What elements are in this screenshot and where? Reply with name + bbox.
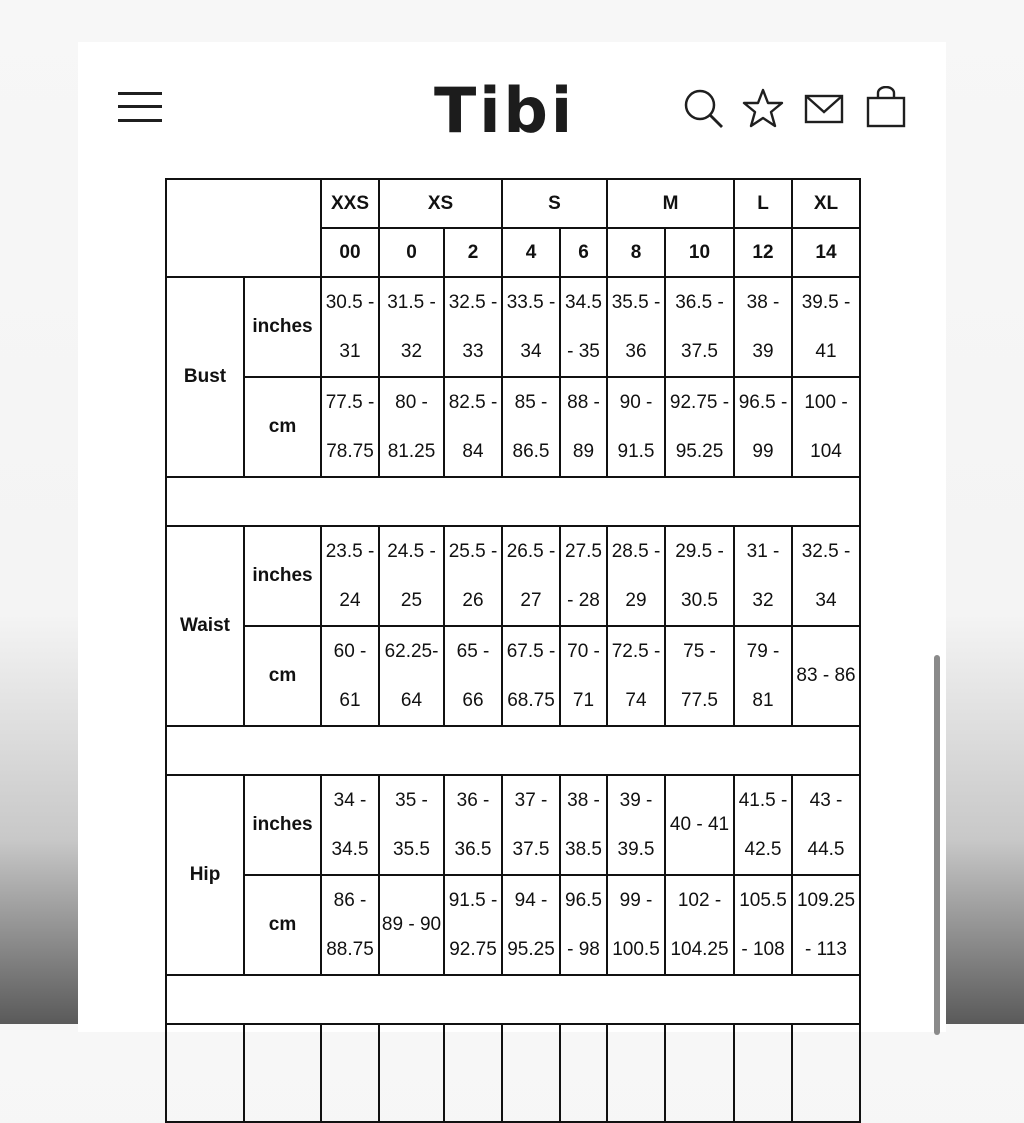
size-number-header: 14 [792, 228, 860, 277]
size-letter-header: XL [792, 179, 860, 228]
measurement-value [560, 875, 607, 975]
measurement-value [665, 526, 734, 626]
size-number-header: 10 [665, 228, 734, 277]
value-line: 32.5 - [448, 292, 498, 313]
value-line: 92.75 - [669, 392, 730, 413]
value-line: 29 [625, 590, 647, 611]
measurement-value [560, 277, 607, 377]
size-number-header: 2 [444, 228, 502, 277]
value-line: 85 - [514, 392, 548, 413]
size-letter-header: XXS [321, 179, 379, 228]
measurement-value [502, 1024, 560, 1122]
value-line: 74 [625, 690, 647, 711]
measurement-value [444, 1024, 502, 1122]
value-line: 88 - [567, 392, 600, 413]
value-line: 41.5 - [738, 790, 788, 811]
value-line: 92.75 [449, 939, 497, 960]
value-line: 99 - [619, 890, 653, 911]
value-text: 40 - 41 [669, 814, 730, 835]
value-line: 32 [400, 341, 423, 362]
measurement-value [444, 526, 502, 626]
measurement-value [665, 277, 734, 377]
size-number-header: 00 [321, 228, 379, 277]
value-line: 105.5 [739, 890, 787, 911]
value-line: 80 - [395, 392, 428, 413]
spacer-row [166, 726, 860, 775]
measurement-value [502, 526, 560, 626]
measurement-value [734, 626, 792, 726]
value-line: 72.5 - [611, 641, 661, 662]
measurement-value [560, 775, 607, 875]
value-line: 30.5 [681, 590, 718, 611]
value-line: 35.5 [393, 839, 430, 860]
value-line: 41 [815, 341, 837, 362]
measurement-value [444, 875, 502, 975]
value-line: 78.75 [326, 441, 374, 462]
value-line: 91.5 [617, 441, 655, 462]
value-line: 95.25 [507, 939, 555, 960]
unit-label: inches [244, 526, 321, 626]
size-number-header: 6 [560, 228, 607, 277]
value-line: 39.5 - [801, 292, 851, 313]
unit-label: cm [244, 626, 321, 726]
value-line: 88.75 [326, 939, 374, 960]
measurement-value [321, 875, 379, 975]
value-line: 29.5 - [675, 541, 724, 562]
unit-label: inches [244, 277, 321, 377]
spacer-cell [166, 975, 860, 1024]
measurement-row [166, 277, 860, 377]
measurement-value [444, 626, 502, 726]
measurement-value [444, 775, 502, 875]
measurement-value [379, 377, 444, 477]
value-line: 84 [462, 441, 484, 462]
value-line: 77.5 - [325, 392, 375, 413]
size-letter-header: S [502, 179, 607, 228]
measurement-value [665, 626, 734, 726]
value-line: 65 - [456, 641, 490, 662]
value-line: 70 - [567, 641, 600, 662]
value-line: 38.5 [565, 839, 602, 860]
measurement-value [321, 526, 379, 626]
brand-logo[interactable]: Tibi [434, 74, 576, 147]
value-line: 33 [462, 341, 484, 362]
measurement-value [607, 277, 665, 377]
measurement-value [502, 775, 560, 875]
menu-icon[interactable] [118, 91, 162, 125]
value-line: 36.5 [454, 839, 492, 860]
size-number-header: 0 [379, 228, 444, 277]
unit-label: cm [244, 377, 321, 477]
value-line: 30.5 - [325, 292, 375, 313]
value-line: - 108 [741, 939, 785, 960]
value-line: 24.5 - [387, 541, 436, 562]
value-line: - 98 [567, 939, 600, 960]
value-line: 67.5 - [506, 641, 556, 662]
unit-label: cm [244, 875, 321, 975]
measurement-row [166, 526, 860, 626]
value-line: 86 - [333, 890, 367, 911]
measurement-value [444, 277, 502, 377]
value-line: 25.5 - [448, 541, 498, 562]
value-line: 36 [625, 341, 647, 362]
value-line: 38 - [567, 790, 600, 811]
site-header [78, 42, 946, 172]
value-line: 27.5 [565, 541, 602, 562]
value-line: 34.5 [331, 839, 369, 860]
size-letter-header: L [734, 179, 792, 228]
measurement-value [607, 377, 665, 477]
measurement-value [321, 1024, 379, 1122]
measurement-value [734, 377, 792, 477]
value-line: 71 [572, 690, 595, 711]
corner-cell [166, 179, 321, 277]
value-line: - 28 [567, 590, 600, 611]
value-line: 39 - [619, 790, 653, 811]
spacer-cell [166, 726, 860, 775]
measurement-value [444, 377, 502, 477]
size-guide-page [78, 42, 946, 1032]
value-line: 23.5 - [325, 541, 375, 562]
star-icon[interactable] [741, 86, 785, 130]
measurement-value [560, 626, 607, 726]
measurement-value [502, 277, 560, 377]
value-line: 34 [815, 590, 837, 611]
value-line: 79 - [746, 641, 780, 662]
size-number-header: 12 [734, 228, 792, 277]
measurement-value [792, 875, 860, 975]
size-number-header: 8 [607, 228, 665, 277]
measurement-value [792, 775, 860, 875]
value-line: 34 [520, 341, 542, 362]
value-line: 34.5 [565, 292, 602, 313]
value-line: 24 [339, 590, 361, 611]
value-line: 82.5 - [448, 392, 498, 413]
size-letter-header: M [607, 179, 734, 228]
measurement-value [379, 626, 444, 726]
value-line: 104.25 [670, 939, 729, 960]
value-line: 36.5 - [675, 292, 724, 313]
value-line: 102 - [677, 890, 722, 911]
value-line: 43 - [809, 790, 843, 811]
measurement-value [734, 875, 792, 975]
value-line: 35.5 - [611, 292, 661, 313]
value-line: 37 - [514, 790, 548, 811]
value-line: 104 [810, 441, 842, 462]
measurement-value [665, 775, 734, 875]
measurement-value [379, 775, 444, 875]
measurement-label: Waist [166, 526, 244, 726]
value-line: 109.25 [796, 890, 856, 911]
measurement-value [321, 775, 379, 875]
value-line: 90 - [619, 392, 653, 413]
value-line: 77.5 [681, 690, 718, 711]
header-row-letters [166, 179, 860, 228]
value-line: 81.25 [387, 441, 436, 462]
value-line: 27 [520, 590, 542, 611]
measurement-row [166, 875, 860, 975]
value-line: 89 [572, 441, 595, 462]
measurement-value [734, 1024, 792, 1122]
value-line: 68.75 [507, 690, 555, 711]
spacer-cell [166, 477, 860, 526]
measurement-value [166, 1024, 244, 1122]
value-line: 100 - [804, 392, 848, 413]
measurement-value [502, 377, 560, 477]
size-letter-header: XS [379, 179, 502, 228]
measurement-row [166, 377, 860, 477]
measurement-value [792, 526, 860, 626]
value-line: 60 - [333, 641, 367, 662]
measurement-value [792, 1024, 860, 1122]
value-line: 26 [462, 590, 484, 611]
measurement-value [607, 775, 665, 875]
value-line: 94 - [514, 890, 548, 911]
measurement-value [607, 875, 665, 975]
value-line: 75 - [683, 641, 716, 662]
value-line: 86.5 [512, 441, 550, 462]
value-line: 31.5 - [387, 292, 436, 313]
size-number-header: 4 [502, 228, 560, 277]
measurement-value [560, 377, 607, 477]
measurement-value [607, 526, 665, 626]
value-line: - 113 [805, 939, 847, 960]
measurement-row [166, 775, 860, 875]
measurement-label: Hip [166, 775, 244, 975]
measurement-row [166, 1024, 860, 1122]
measurement-value [665, 875, 734, 975]
measurement-value [502, 626, 560, 726]
value-line: 37.5 [681, 341, 718, 362]
value-line: 34 - [333, 790, 367, 811]
value-text: 83 - 86 [796, 665, 856, 686]
measurement-value [321, 626, 379, 726]
value-line: 37.5 [512, 839, 550, 860]
value-line: 25 [400, 590, 423, 611]
value-line: 91.5 - [448, 890, 498, 911]
measurement-value [560, 526, 607, 626]
value-line: 44.5 [807, 839, 845, 860]
measurement-value [792, 377, 860, 477]
measurement-value [379, 1024, 444, 1122]
measurement-row [166, 626, 860, 726]
value-line: 26.5 - [506, 541, 556, 562]
bag-icon[interactable] [864, 86, 908, 130]
spacer-row [166, 477, 860, 526]
value-line: 31 - [746, 541, 780, 562]
measurement-value [560, 1024, 607, 1122]
spacer-row [166, 975, 860, 1024]
measurement-value [502, 875, 560, 975]
value-line: 100.5 [612, 939, 660, 960]
value-line: - 35 [567, 341, 600, 362]
value-line: 96.5 - [738, 392, 788, 413]
measurement-value [607, 1024, 665, 1122]
value-line: 39.5 [617, 839, 655, 860]
size-chart-table [165, 178, 861, 1123]
value-line: 35 - [395, 790, 428, 811]
measurement-value [607, 626, 665, 726]
value-line: 42.5 [744, 839, 782, 860]
value-line: 62.25- [384, 641, 439, 662]
vertical-scrollbar[interactable] [934, 655, 940, 1035]
unit-label: inches [244, 775, 321, 875]
value-line: 81 [752, 690, 774, 711]
measurement-label: Bust [166, 277, 244, 477]
measurement-value [379, 526, 444, 626]
value-line: 38 - [746, 292, 780, 313]
measurement-value [379, 277, 444, 377]
value-line: 95.25 [675, 441, 724, 462]
measurement-value [734, 775, 792, 875]
value-line: 64 [400, 690, 423, 711]
value-line: 33.5 - [506, 292, 556, 313]
value-line: 66 [462, 690, 484, 711]
search-icon[interactable] [681, 86, 725, 130]
value-line: 99 [752, 441, 774, 462]
value-line: 39 [752, 341, 774, 362]
measurement-value [665, 377, 734, 477]
measurement-value [665, 1024, 734, 1122]
measurement-value [379, 875, 444, 975]
measurement-value [321, 277, 379, 377]
mail-icon[interactable] [803, 86, 847, 130]
measurement-value [321, 377, 379, 477]
measurement-value [734, 526, 792, 626]
value-line: 28.5 - [611, 541, 661, 562]
value-text: 89 - 90 [381, 914, 442, 935]
value-line: 32.5 - [801, 541, 851, 562]
measurement-value [792, 277, 860, 377]
value-line: 96.5 [565, 890, 602, 911]
value-line: 31 [339, 341, 361, 362]
measurement-value [734, 277, 792, 377]
value-line: 32 [752, 590, 774, 611]
value-line: 61 [339, 690, 361, 711]
measurement-value [244, 1024, 321, 1122]
value-line: 36 - [456, 790, 490, 811]
measurement-value [792, 626, 860, 726]
